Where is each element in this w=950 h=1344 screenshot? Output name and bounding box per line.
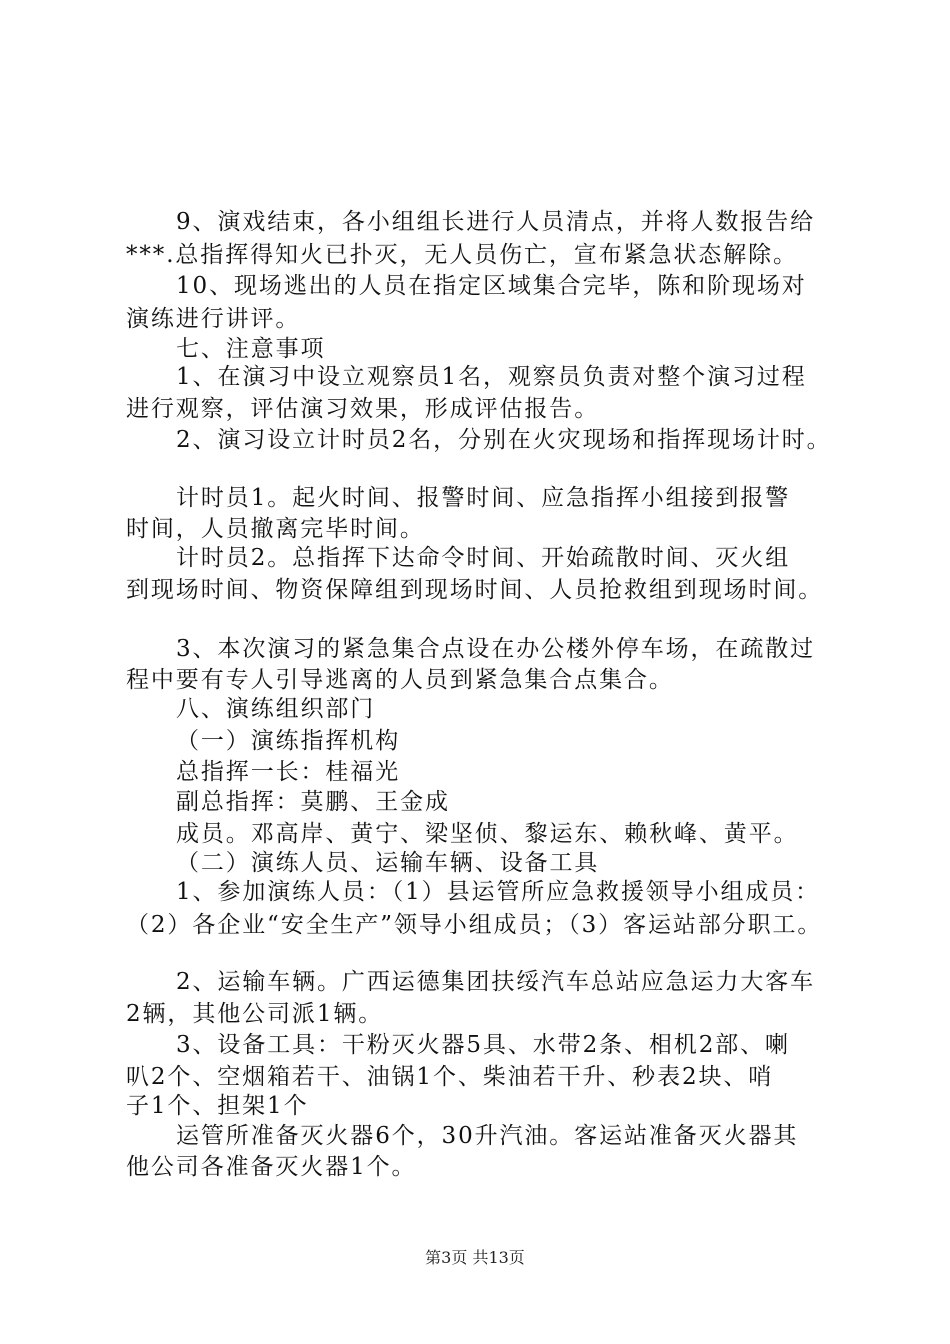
text-line: 运管所准备灭火器6个，30升汽油。客运站准备灭火器其 bbox=[176, 1123, 799, 1149]
text-line: 2、演习设立计时员2名，分别在火灾现场和指挥现场计时。 bbox=[176, 427, 832, 453]
text-line: 时间，人员撤离完毕时间。 bbox=[126, 516, 425, 542]
text-line: （2）各企业“安全生产”领导小组成员；（3）客运站部分职工。 bbox=[126, 912, 823, 938]
text-line: 计时员1。起火时间、报警时间、应急指挥小组接到报警 bbox=[176, 485, 791, 511]
section-heading: 八、演练组织部门 bbox=[176, 696, 376, 722]
text-line: 2、运输车辆。广西运德集团扶绥汽车总站应急运力大客车 bbox=[176, 969, 816, 995]
text-line: 计时员2。总指挥下达命令时间、开始疏散时间、灭火组 bbox=[176, 545, 791, 571]
text-line: 程中要有专人引导逃离的人员到紧急集合点集合。 bbox=[126, 667, 674, 693]
text-line: 1、在演习中设立观察员1名，观察员负责对整个演习过程 bbox=[176, 364, 807, 390]
text-line: 总指挥一长：桂福光 bbox=[176, 759, 401, 785]
text-line: 叭2个、空烟箱若干、油锅1个、柴油若干升、秒表2块、哨 bbox=[126, 1064, 774, 1090]
text-line: 子1个、担架1个 bbox=[126, 1093, 309, 1119]
subsection-heading: （一）演练指挥机构 bbox=[176, 728, 401, 754]
text-line: ***.总指挥得知火已扑灭，无人员伤亡，宣布紧急状态解除。 bbox=[126, 242, 798, 268]
section-heading: 七、注意事项 bbox=[176, 336, 326, 362]
text-line: 3、设备工具：干粉灭火器5具、水带2条、相机2部、喇 bbox=[176, 1032, 790, 1058]
text-line: 到现场时间、物资保障组到现场时间、人员抢救组到现场时间。 bbox=[126, 577, 824, 603]
text-line: 9、演戏结束，各小组组长进行人员清点，并将人数报告给 bbox=[176, 209, 816, 235]
text-line: 2辆，其他公司派1辆。 bbox=[126, 1001, 384, 1027]
text-line: 演练进行讲评。 bbox=[126, 306, 301, 332]
page-number-footer: 第3页 共13页 bbox=[425, 1248, 525, 1267]
subsection-heading: （二）演练人员、运输车辆、设备工具 bbox=[176, 850, 600, 876]
text-line: 1、参加演练人员：（1）县运管所应急救援领导小组成员： bbox=[176, 879, 821, 905]
text-line: 他公司各准备灭火器1个。 bbox=[126, 1154, 417, 1180]
text-line: 副总指挥：莫鹏、王金成 bbox=[176, 789, 450, 815]
text-line: 成员。邓高岸、黄宁、梁坚侦、黎运东、赖秋峰、黄平。 bbox=[176, 821, 799, 847]
text-line: 3、本次演习的紧急集合点设在办公楼外停车场，在疏散过 bbox=[176, 636, 816, 662]
text-line: 10、现场逃出的人员在指定区域集合完毕，陈和阶现场对 bbox=[176, 273, 807, 299]
text-line: 进行观察，评估演习效果，形成评估报告。 bbox=[126, 396, 600, 422]
